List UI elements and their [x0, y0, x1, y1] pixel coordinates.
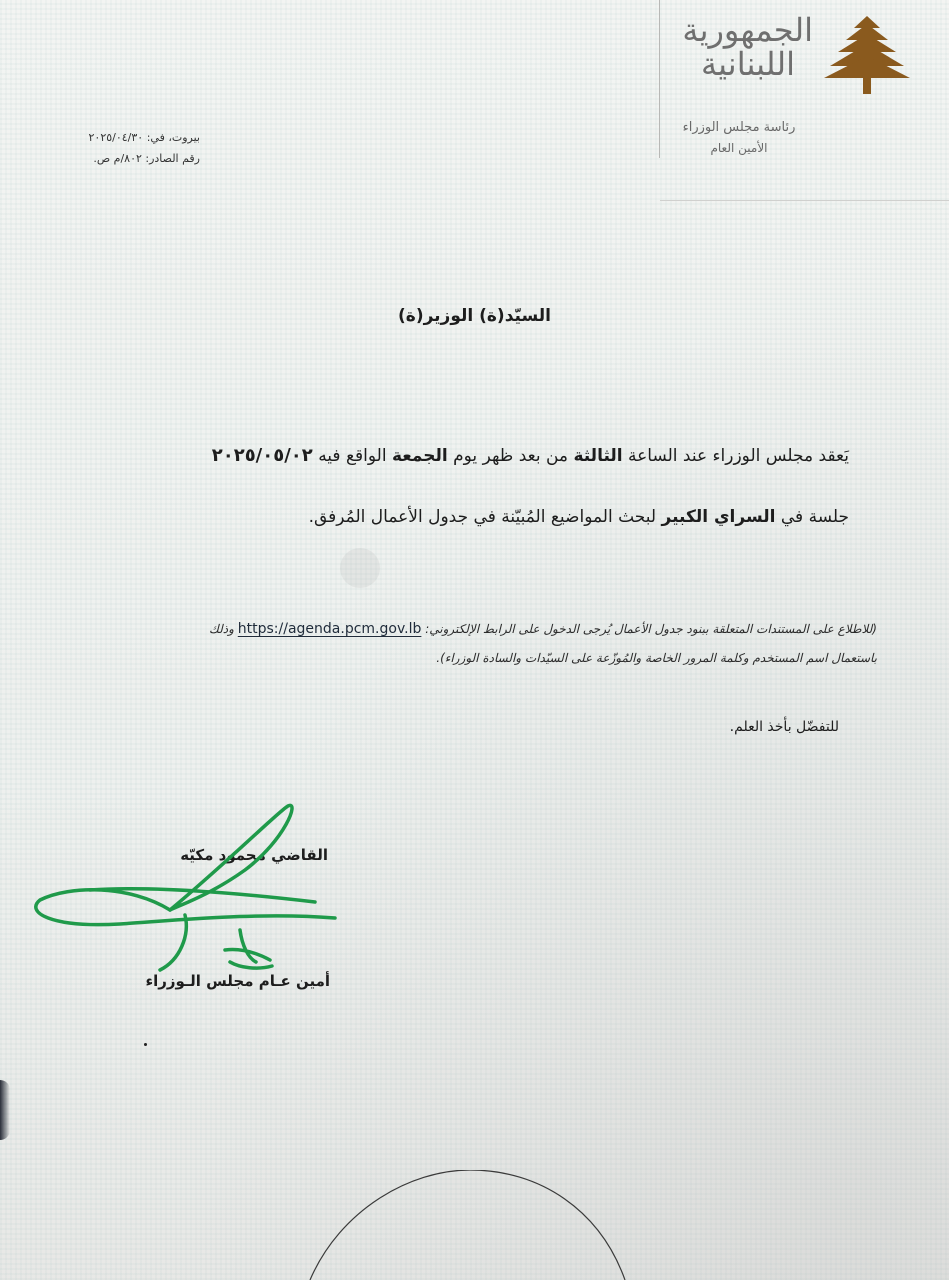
meeting-venue: السراي الكبير: [661, 507, 776, 527]
office-line-2: الأمين العام: [710, 140, 768, 155]
header-rule: [660, 200, 949, 201]
faint-stamp-mark: [340, 548, 380, 588]
signatory-title: أمين عـام مجلس الـوزراء: [145, 972, 330, 990]
header-divider: [659, 0, 660, 158]
note-line-1: [47, 614, 877, 645]
paragraph1-part2: من بعد ظهر يوم: [453, 446, 569, 466]
paragraph1-part1: يَعقد مجلس الوزراء عند الساعة: [628, 446, 849, 466]
reference-number: رقم الصادر: ٨٠٢/م ص.: [93, 151, 200, 165]
agenda-link[interactable]: https://agenda.pcm.gov.lb: [237, 621, 422, 637]
salutation: السيّد(ة) الوزير(ة): [398, 306, 551, 326]
agenda-access-note: [47, 614, 877, 671]
note-line-2: باستعمال اسم المستخدم وكلمة المرور الخاصة والمُوزّعة على السيّدات والسادة الوزراء).: [436, 650, 877, 665]
meeting-paragraph: [69, 444, 849, 467]
meeting-day: الجمعة: [391, 446, 448, 466]
page-edge-shadow: [0, 1080, 10, 1140]
venue-paragraph: [69, 507, 849, 527]
republic-line-2: اللبنانية: [700, 44, 795, 83]
meeting-date: ٢٠٢٥/٠٥/٠٢: [211, 445, 313, 466]
paragraph1-part3: الواقع فيه: [318, 446, 387, 466]
place-date: بيروت، في: ٢٠٢٥/٠٤/٣٠: [88, 131, 200, 144]
paragraph2-part1: جلسة في: [780, 507, 849, 527]
republic-line-1: الجمهورية: [682, 11, 813, 49]
ink-dot: [144, 1043, 147, 1046]
note-line-1-text: (للاطلاع على المستندات المتعلقة ببنود جدول الأعمال يُرجى الدخول على الرابط الإلكتروني:: [425, 622, 877, 636]
document-meta: [50, 128, 200, 170]
signatory-name: القاضي محمود مكيّه: [180, 846, 328, 864]
closing-line: للتفضّل بأخذ العلم.: [729, 719, 839, 735]
stamp-arc: [300, 1170, 630, 1280]
republic-name: [682, 11, 813, 83]
cedar-tree-icon: [822, 12, 912, 100]
meeting-hour: الثالثة: [573, 446, 623, 466]
note-line-1-tail: وذلك: [209, 622, 234, 636]
paragraph2-part2: لبحث المواضيع المُبيّنة في جدول الأعمال المُرفق.: [308, 507, 657, 527]
office-line-1: رئاسة مجلس الوزراء: [682, 120, 796, 135]
handwritten-signature: [30, 800, 350, 980]
issuing-office: [669, 118, 809, 158]
